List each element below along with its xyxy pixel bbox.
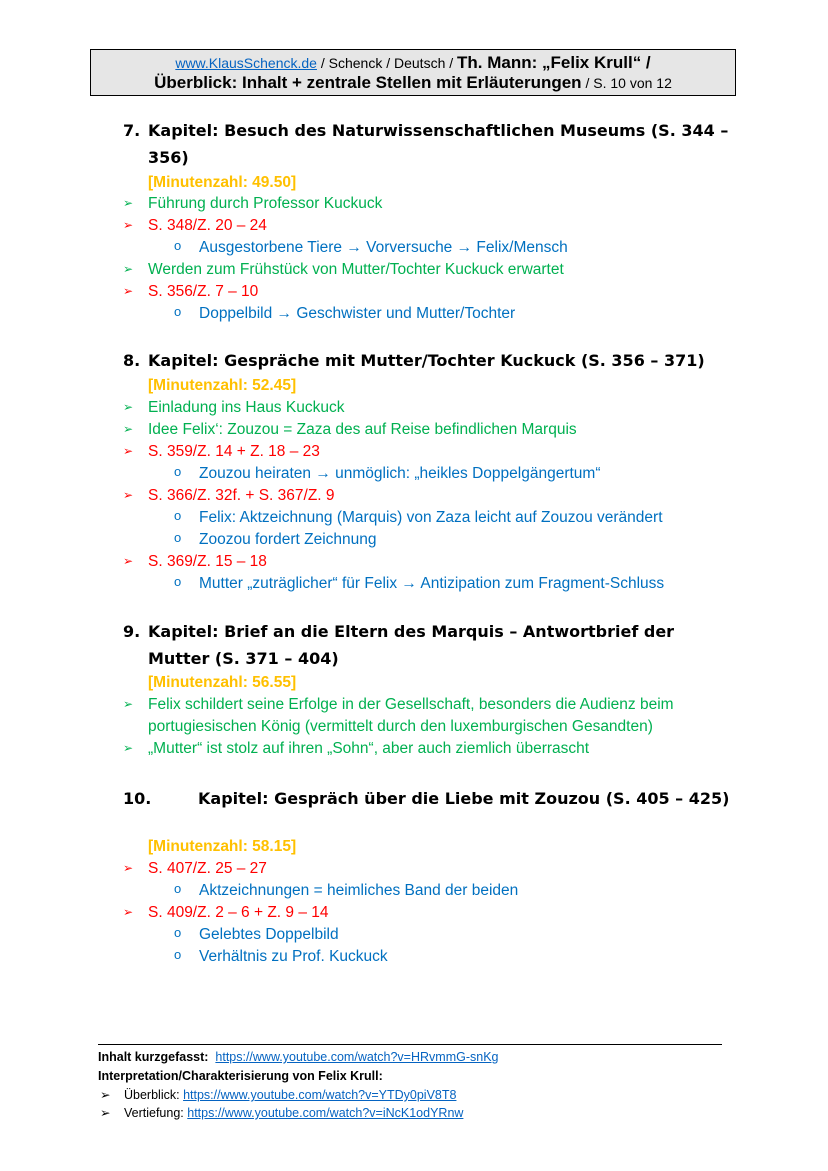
footer-deep <box>100 1104 464 1122</box>
chapter-number: 7. <box>123 121 141 140</box>
list-item-continuation: portugiesischen König (vermittelt durch den luxemburgischen Gesandten) <box>148 718 653 735</box>
interpretation-label: Interpretation/Charakterisierung von Felix Krull: <box>98 1069 383 1083</box>
arrow-bullet-icon: ➢ <box>100 1106 111 1120</box>
list-item: S. 407/Z. 25 – 27 <box>148 860 267 877</box>
list-subitem: Aktzeichnungen = heimliches Band der beiden <box>199 882 519 899</box>
summary-link[interactable]: https://www.youtube.com/watch?v=HRvmmG-snKg <box>215 1050 499 1064</box>
list-item: „Mutter“ ist stolz auf ihren „Sohn“, aber auch ziemlich überrascht <box>148 740 590 757</box>
arrow-bullet-icon: ➢ <box>123 697 134 711</box>
list-item: S. 409/Z. 2 – 6 + Z. 9 – 14 <box>148 904 329 921</box>
list-item: S. 356/Z. 7 – 10 <box>148 283 259 300</box>
circle-bullet-icon: o <box>174 238 182 253</box>
chapter-number: 10. <box>123 789 152 808</box>
arrow-bullet-icon: ➢ <box>100 1088 111 1102</box>
arrow-bullet-icon: ➢ <box>123 905 134 919</box>
arrow-bullet-icon: ➢ <box>123 422 134 436</box>
chapter-7-heading <box>123 117 733 171</box>
chapter-title: Kapitel: Gespräch über die Liebe mit Zouzou (S. 405 – 425) <box>198 789 730 808</box>
header-title-1: Th. Mann: „Felix Krull“ / <box>457 53 651 72</box>
list-subitem: Felix: Aktzeichnung (Marquis) von Zaza leicht auf Zouzou verändert <box>199 509 663 526</box>
header-line-2 <box>91 73 735 93</box>
circle-bullet-icon: o <box>174 304 182 319</box>
site-link[interactable]: www.KlausSchenck.de <box>175 55 317 71</box>
list-subitem: Zoozou fordert Zeichnung <box>199 531 377 548</box>
circle-bullet-icon: o <box>174 925 182 940</box>
arrow-bullet-icon: ➢ <box>123 741 134 755</box>
chapter-title: Kapitel: Gespräche mit Mutter/Tochter Kuckuck (S. 356 – 371) <box>148 351 705 370</box>
header-path: / Schenck / Deutsch / <box>316 55 458 71</box>
arrow-bullet-icon: ➢ <box>123 262 134 276</box>
overview-link[interactable]: https://www.youtube.com/watch?v=YTDy0piV8T8 <box>183 1088 457 1102</box>
arrow-bullet-icon: ➢ <box>123 488 134 502</box>
chapter-number: 8. <box>123 351 141 370</box>
list-item: S. 369/Z. 15 – 18 <box>148 553 267 570</box>
arrow-bullet-icon: ➢ <box>123 400 134 414</box>
list-subitem: Zouzou heiraten → unmöglich: „heikles Doppelgängertum“ <box>199 465 601 482</box>
chapter-title: Kapitel: Besuch des Naturwissenschaftlichen Museums (S. 344 – 356) <box>148 121 729 167</box>
arrow-bullet-icon: ➢ <box>123 196 134 210</box>
arrow-bullet-icon: ➢ <box>123 444 134 458</box>
chapter-8-minutes: [Minutenzahl: 52.45] <box>148 377 297 394</box>
arrow-bullet-icon: ➢ <box>123 554 134 568</box>
chapter-10-minutes: [Minutenzahl: 58.15] <box>148 838 297 855</box>
arrow-bullet-icon: ➢ <box>123 284 134 298</box>
circle-bullet-icon: o <box>174 947 182 962</box>
list-item: Felix schildert seine Erfolge in der Gesellschaft, besonders die Audienz beim <box>148 696 674 713</box>
circle-bullet-icon: o <box>174 508 182 523</box>
summary-label: Inhalt kurzgefasst: <box>98 1050 209 1064</box>
header-line-1 <box>91 53 735 73</box>
footer-summary <box>98 1048 498 1066</box>
header-title-2: Überblick: Inhalt + zentrale Stellen mit Erläuterungen <box>154 73 582 92</box>
arrow-bullet-icon: ➢ <box>123 861 134 875</box>
overview-label: Überblick: <box>124 1088 180 1102</box>
deep-label: Vertiefung: <box>124 1106 184 1120</box>
list-subitem: Doppelbild → Geschwister und Mutter/Tochter <box>199 305 516 322</box>
list-subitem: Ausgestorbene Tiere → Vorversuche → Felix/Mensch <box>199 239 568 256</box>
list-item: Einladung ins Haus Kuckuck <box>148 399 345 416</box>
footer-divider <box>98 1044 722 1045</box>
page-indicator: / S. 10 von 12 <box>581 75 672 91</box>
chapter-title: Kapitel: Brief an die Eltern des Marquis – Antwortbrief der Mutter (S. 371 – 404) <box>148 622 675 668</box>
arrow-bullet-icon: ➢ <box>123 218 134 232</box>
chapter-number: 9. <box>123 622 141 641</box>
list-item: Führung durch Professor Kuckuck <box>148 195 383 212</box>
list-subitem: Gelebtes Doppelbild <box>199 926 339 943</box>
circle-bullet-icon: o <box>174 464 182 479</box>
circle-bullet-icon: o <box>174 530 182 545</box>
chapter-7-minutes: [Minutenzahl: 49.50] <box>148 174 297 191</box>
deep-link[interactable]: https://www.youtube.com/watch?v=iNcK1odYRnw <box>187 1106 464 1120</box>
list-item: S. 359/Z. 14 + Z. 18 – 23 <box>148 443 320 460</box>
list-item: Werden zum Frühstück von Mutter/Tochter Kuckuck erwartet <box>148 261 564 278</box>
footer-interpretation <box>98 1067 383 1085</box>
chapter-9-heading <box>123 618 733 672</box>
list-item: S. 366/Z. 32f. + S. 367/Z. 9 <box>148 487 335 504</box>
chapter-9-minutes: [Minutenzahl: 56.55] <box>148 674 297 691</box>
chapter-10-heading <box>123 785 733 812</box>
list-subitem: Mutter „zuträglicher“ für Felix → Antizipation zum Fragment-Schluss <box>199 575 665 592</box>
footer-overview <box>100 1086 457 1104</box>
list-subitem: Verhältnis zu Prof. Kuckuck <box>199 948 388 965</box>
list-item: S. 348/Z. 20 – 24 <box>148 217 267 234</box>
page-header <box>90 49 736 96</box>
circle-bullet-icon: o <box>174 881 182 896</box>
circle-bullet-icon: o <box>174 574 182 589</box>
list-item: Idee Felix‘: Zouzou = Zaza des auf Reise befindlichen Marquis <box>148 421 577 438</box>
chapter-8-heading <box>123 347 733 374</box>
